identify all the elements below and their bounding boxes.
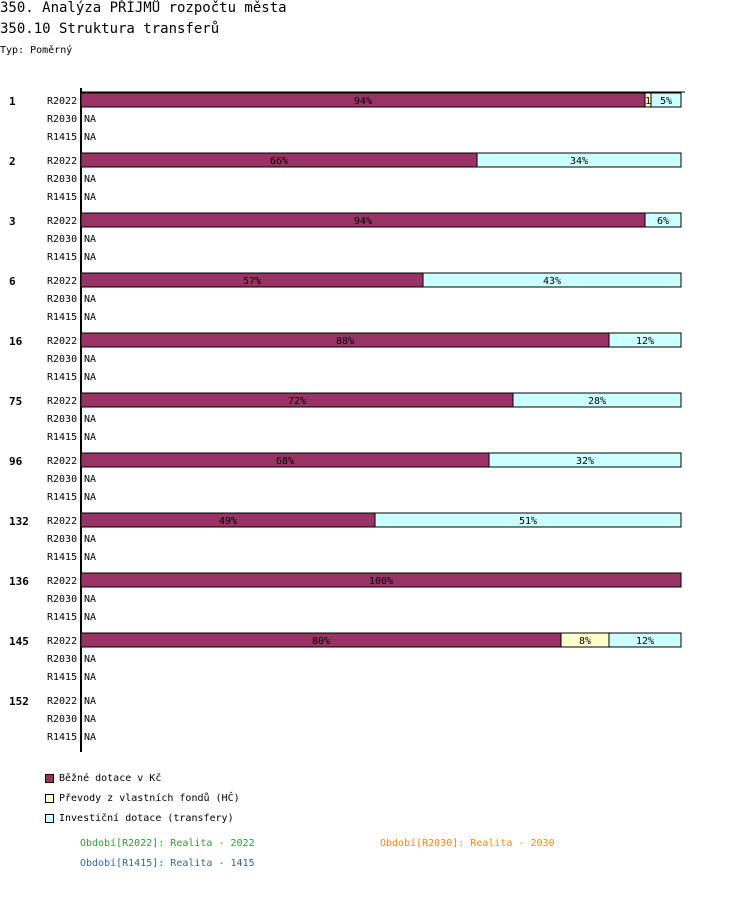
period-label: R2030: [47, 174, 78, 185]
bar-value-label: 12%: [635, 336, 655, 347]
bar-value-label: 66%: [269, 156, 289, 167]
period-label: R1415: [47, 312, 78, 323]
group-label: 16: [9, 335, 23, 348]
na-label: NA: [84, 696, 97, 707]
na-label: NA: [84, 612, 97, 623]
na-label: NA: [84, 492, 97, 503]
group-label: 152: [9, 695, 29, 708]
period-label: R2022: [47, 276, 78, 287]
bar-value-label: 5%: [659, 96, 673, 107]
bar-value-label: 68%: [275, 456, 295, 467]
group-label: 145: [9, 635, 29, 648]
group-label: 75: [9, 395, 23, 408]
period-label: R2022: [47, 156, 78, 167]
period-label: R2022: [47, 696, 78, 707]
period-label: R1415: [47, 552, 78, 563]
period-label: R2022: [47, 336, 78, 347]
page-subtitle: 350.10 Struktura transferů: [0, 21, 220, 37]
na-label: NA: [84, 672, 97, 683]
period-label: R2022: [47, 516, 78, 527]
legend-swatch-prevody: [45, 794, 54, 803]
bar-value-label: 88%: [335, 336, 355, 347]
period-note-2022: Období[R2022]: Realita - 2022: [80, 838, 255, 849]
na-label: NA: [84, 174, 97, 185]
period-label: R2022: [47, 576, 78, 587]
period-label: R2022: [47, 456, 78, 467]
period-label: R1415: [47, 432, 78, 443]
page-title: 350. Analýza PŘÍJMŮ rozpočtu města: [0, 0, 287, 16]
period-note-1415: Období[R1415]: Realita - 1415: [80, 858, 255, 869]
na-label: NA: [84, 654, 97, 665]
na-label: NA: [84, 354, 97, 365]
group-label: 96: [9, 455, 23, 468]
bar-value-label: 51%: [518, 516, 538, 527]
period-label: R2030: [47, 474, 78, 485]
period-label: R2030: [47, 114, 78, 125]
na-label: NA: [84, 534, 97, 545]
group-label: 136: [9, 575, 29, 588]
period-label: R1415: [47, 372, 78, 383]
period-note-2030: Období[R2030]: Realita - 2030: [380, 838, 555, 849]
period-label: R2022: [47, 636, 78, 647]
period-label: R2030: [47, 594, 78, 605]
period-label: R2030: [47, 714, 78, 725]
bar-value-label: 6%: [656, 216, 670, 227]
na-label: NA: [84, 372, 97, 383]
period-label: R2030: [47, 234, 78, 245]
na-label: NA: [84, 414, 97, 425]
na-label: NA: [84, 294, 97, 305]
group-label: 2: [9, 155, 16, 168]
na-label: NA: [84, 552, 97, 563]
bar-value-label: 43%: [542, 276, 562, 287]
period-label: R2022: [47, 96, 78, 107]
bar-value-label: 80%: [311, 636, 331, 647]
legend-swatch-investicni: [45, 814, 54, 823]
period-label: R1415: [47, 672, 78, 683]
group-label: 3: [9, 215, 16, 228]
na-label: NA: [84, 732, 97, 743]
bar-value-label: 94%: [353, 216, 373, 227]
period-label: R2030: [47, 534, 78, 545]
na-label: NA: [84, 114, 97, 125]
bar-value-label: 8%: [578, 636, 592, 647]
na-label: NA: [84, 714, 97, 725]
na-label: NA: [84, 594, 97, 605]
chart-type-label: Typ: Poměrný: [0, 45, 73, 56]
bar-value-label: 32%: [575, 456, 595, 467]
bar-value-label: 34%: [569, 156, 589, 167]
period-label: R1415: [47, 192, 78, 203]
na-label: NA: [84, 474, 97, 485]
na-label: NA: [84, 234, 97, 245]
period-label: R2030: [47, 654, 78, 665]
bar-value-label: 72%: [287, 396, 307, 407]
bar-value-label: 28%: [587, 396, 607, 407]
bar-value-label: 94%: [353, 96, 373, 107]
bar-value-label: 49%: [218, 516, 238, 527]
period-label: R1415: [47, 132, 78, 143]
group-label: 132: [9, 515, 29, 528]
bar-value-label: 1: [644, 96, 652, 107]
period-label: R1415: [47, 612, 78, 623]
period-label: R1415: [47, 252, 78, 263]
bar-value-label: 57%: [242, 276, 262, 287]
na-label: NA: [84, 192, 97, 203]
group-label: 6: [9, 275, 16, 288]
period-label: R1415: [47, 732, 78, 743]
legend-swatch-bezne: [45, 774, 54, 783]
na-label: NA: [84, 312, 97, 323]
period-label: R2030: [47, 354, 78, 365]
period-label: R2022: [47, 216, 78, 227]
bar-value-label: 100%: [368, 576, 394, 587]
period-label: R2030: [47, 414, 78, 425]
period-label: R2030: [47, 294, 78, 305]
bar-value-label: 12%: [635, 636, 655, 647]
na-label: NA: [84, 432, 97, 443]
na-label: NA: [84, 132, 97, 143]
period-label: R1415: [47, 492, 78, 503]
group-label: 1: [9, 95, 16, 108]
na-label: NA: [84, 252, 97, 263]
period-label: R2022: [47, 396, 78, 407]
